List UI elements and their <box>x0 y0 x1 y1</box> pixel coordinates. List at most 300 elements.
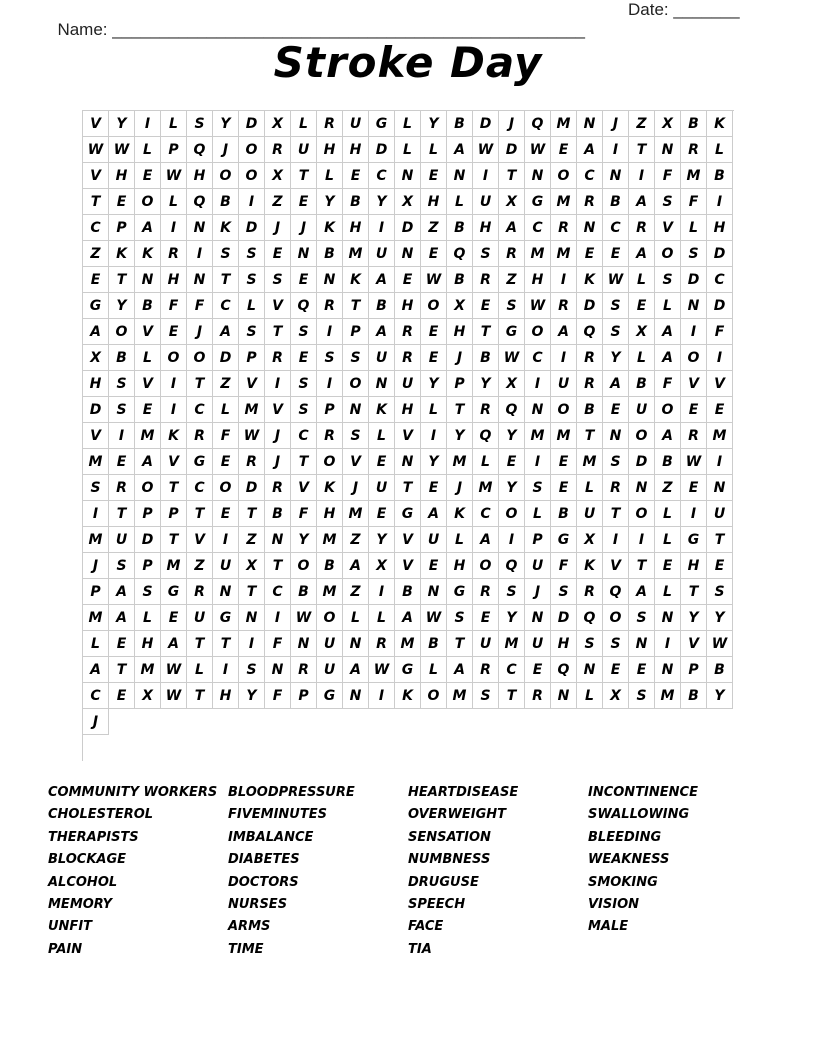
grid-cell: M <box>343 241 369 267</box>
grid-cell: S <box>291 397 317 423</box>
grid-cell: N <box>343 631 369 657</box>
grid-cell: S <box>239 319 265 345</box>
grid-cell: T <box>603 501 629 527</box>
grid-cell: K <box>161 423 187 449</box>
grid-cell: J <box>265 423 291 449</box>
grid-cell: N <box>707 475 733 501</box>
grid-cell: D <box>239 475 265 501</box>
grid-cell: R <box>629 215 655 241</box>
grid-cell: V <box>239 371 265 397</box>
grid-cell: V <box>681 371 707 397</box>
grid-cell: N <box>187 215 213 241</box>
grid-cell: Q <box>291 293 317 319</box>
grid-cell: I <box>239 631 265 657</box>
grid-cell: Q <box>187 137 213 163</box>
grid-cell: R <box>395 319 421 345</box>
grid-cell: L <box>421 137 447 163</box>
grid-cell: S <box>603 631 629 657</box>
grid-cell: Y <box>421 449 447 475</box>
grid-cell: S <box>239 657 265 683</box>
grid-cell: I <box>161 371 187 397</box>
grid-cell: T <box>109 267 135 293</box>
grid-cell: M <box>551 241 577 267</box>
grid-cell: H <box>213 683 239 709</box>
grid-cell: D <box>499 137 525 163</box>
grid-cell: S <box>317 345 343 371</box>
grid-cell: X <box>447 293 473 319</box>
grid-cell: X <box>239 553 265 579</box>
grid-cell: L <box>447 189 473 215</box>
grid-cell: G <box>395 501 421 527</box>
grid-cell: I <box>629 163 655 189</box>
grid-cell: B <box>109 345 135 371</box>
grid-cell: E <box>551 137 577 163</box>
grid-cell: L <box>135 137 161 163</box>
grid-cell: G <box>447 579 473 605</box>
grid-cell: R <box>395 345 421 371</box>
grid-cell: O <box>343 371 369 397</box>
grid-cell: Z <box>655 475 681 501</box>
grid-cell: E <box>291 267 317 293</box>
grid-cell: G <box>395 657 421 683</box>
grid-cell: W <box>421 605 447 631</box>
grid-cell: S <box>135 579 161 605</box>
grid-cell: U <box>317 657 343 683</box>
word-bank-item: SPEECH <box>408 896 466 912</box>
word-bank-item: BLOCKAGE <box>48 852 127 868</box>
grid-cell: X <box>369 553 395 579</box>
grid-cell: U <box>421 527 447 553</box>
grid-cell: E <box>525 657 551 683</box>
grid-cell: V <box>161 449 187 475</box>
grid-cell: C <box>577 163 603 189</box>
grid-cell: R <box>317 423 343 449</box>
grid-cell: E <box>109 189 135 215</box>
grid-cell: N <box>317 267 343 293</box>
grid-cell: S <box>291 371 317 397</box>
grid-cell: R <box>577 345 603 371</box>
grid-cell: M <box>447 449 473 475</box>
grid-cell: Y <box>291 527 317 553</box>
grid-cell: B <box>135 293 161 319</box>
grid-cell: I <box>421 423 447 449</box>
grid-cell: V <box>187 527 213 553</box>
grid-cell: T <box>629 137 655 163</box>
grid-cell: J <box>83 553 109 579</box>
grid-cell: A <box>213 319 239 345</box>
grid-cell: G <box>187 449 213 475</box>
grid-cell: U <box>291 137 317 163</box>
grid-cell: Z <box>343 527 369 553</box>
grid-cell: T <box>291 449 317 475</box>
grid-cell: R <box>499 241 525 267</box>
grid-cell: S <box>525 475 551 501</box>
grid-cell: Z <box>265 189 291 215</box>
grid-cell: I <box>707 449 733 475</box>
grid-cell: M <box>83 449 109 475</box>
grid-cell: G <box>213 605 239 631</box>
grid-cell: T <box>291 163 317 189</box>
grid-cell: K <box>317 215 343 241</box>
word-bank-item: SENSATION <box>408 829 491 845</box>
grid-cell: S <box>343 345 369 371</box>
grid-cell: K <box>109 241 135 267</box>
word-bank-item: PAIN <box>48 941 83 957</box>
grid-cell: E <box>421 475 447 501</box>
grid-cell: A <box>655 423 681 449</box>
grid-cell: R <box>265 475 291 501</box>
grid-cell: R <box>603 475 629 501</box>
grid-cell: O <box>499 501 525 527</box>
grid-cell: Y <box>707 605 733 631</box>
grid-cell: M <box>577 449 603 475</box>
grid-cell: A <box>109 579 135 605</box>
grid-cell: Z <box>343 579 369 605</box>
grid-cell: E <box>629 293 655 319</box>
grid-cell: O <box>655 241 681 267</box>
grid-cell: X <box>577 527 603 553</box>
grid-cell: A <box>551 319 577 345</box>
grid-cell: O <box>213 163 239 189</box>
grid-cell: N <box>577 111 603 137</box>
grid-cell: K <box>447 501 473 527</box>
grid-cell: O <box>421 293 447 319</box>
grid-cell: I <box>369 683 395 709</box>
grid-cell: E <box>161 319 187 345</box>
grid-cell: W <box>239 423 265 449</box>
grid-cell: A <box>447 657 473 683</box>
grid-cell: B <box>629 371 655 397</box>
word-bank-item: SWALLOWING <box>588 807 690 823</box>
grid-cell: K <box>577 553 603 579</box>
grid-cell: D <box>239 215 265 241</box>
grid-cell: R <box>317 293 343 319</box>
grid-cell: N <box>343 683 369 709</box>
grid-cell: M <box>395 631 421 657</box>
grid-cell: N <box>655 137 681 163</box>
grid-cell: Y <box>499 423 525 449</box>
grid-cell: N <box>291 241 317 267</box>
grid-cell: U <box>187 605 213 631</box>
grid-cell: H <box>161 267 187 293</box>
grid-cell: B <box>317 241 343 267</box>
grid-cell: P <box>291 683 317 709</box>
grid-cell: K <box>577 267 603 293</box>
grid-cell: J <box>213 137 239 163</box>
grid-cell: S <box>551 579 577 605</box>
grid-cell: S <box>291 319 317 345</box>
grid-cell: I <box>603 137 629 163</box>
grid-cell: L <box>681 215 707 241</box>
grid-cell: J <box>499 111 525 137</box>
grid-cell: H <box>681 553 707 579</box>
grid-cell: L <box>161 189 187 215</box>
grid-cell: V <box>265 293 291 319</box>
grid-cell: N <box>421 579 447 605</box>
grid-cell: A <box>343 657 369 683</box>
grid-cell: P <box>681 657 707 683</box>
grid-cell: A <box>655 319 681 345</box>
grid-cell: L <box>655 501 681 527</box>
grid-cell: X <box>135 683 161 709</box>
grid-cell: M <box>83 527 109 553</box>
word-bank-item: THERAPISTS <box>48 829 139 845</box>
grid-cell: X <box>395 189 421 215</box>
grid-cell: S <box>603 319 629 345</box>
grid-cell: F <box>161 293 187 319</box>
grid-cell: I <box>551 267 577 293</box>
grid-cell: Y <box>499 605 525 631</box>
grid-cell: R <box>551 215 577 241</box>
grid-cell: R <box>577 371 603 397</box>
grid-cell: S <box>629 605 655 631</box>
grid-cell: A <box>473 527 499 553</box>
grid-cell: I <box>629 527 655 553</box>
grid-cell: W <box>499 345 525 371</box>
grid-cell: D <box>551 605 577 631</box>
grid-cell: D <box>239 111 265 137</box>
grid-cell: Y <box>109 293 135 319</box>
grid-cell: L <box>577 683 603 709</box>
grid-cell: Q <box>499 553 525 579</box>
grid-cell: T <box>109 657 135 683</box>
grid-cell: C <box>525 345 551 371</box>
grid-cell: N <box>213 579 239 605</box>
grid-cell: H <box>447 553 473 579</box>
grid-cell: J <box>603 111 629 137</box>
grid-cell: Q <box>447 241 473 267</box>
grid-cell: A <box>629 579 655 605</box>
grid-cell: L <box>395 137 421 163</box>
grid-cell: R <box>577 189 603 215</box>
word-bank-item: DOCTORS <box>228 874 299 890</box>
grid-cell: E <box>135 163 161 189</box>
grid-cell: W <box>707 631 733 657</box>
grid-cell: M <box>499 631 525 657</box>
grid-cell: N <box>395 241 421 267</box>
grid-cell: M <box>239 397 265 423</box>
grid-cell: I <box>603 527 629 553</box>
grid-cell: F <box>707 319 733 345</box>
grid-cell: W <box>369 657 395 683</box>
grid-cell: N <box>603 423 629 449</box>
grid-cell: A <box>135 449 161 475</box>
grid-cell: V <box>603 553 629 579</box>
grid-cell: T <box>499 683 525 709</box>
grid-cell: L <box>135 345 161 371</box>
grid-cell: E <box>421 319 447 345</box>
grid-cell: B <box>447 111 473 137</box>
grid-cell: E <box>681 397 707 423</box>
grid-cell: J <box>447 345 473 371</box>
grid-cell: T <box>161 475 187 501</box>
word-column-3 <box>408 782 518 961</box>
grid-cell: V <box>395 553 421 579</box>
grid-cell: M <box>135 423 161 449</box>
grid-cell: T <box>265 319 291 345</box>
grid-cell: M <box>525 241 551 267</box>
grid-cell: E <box>707 397 733 423</box>
grid-cell: S <box>473 683 499 709</box>
grid-cell: U <box>473 189 499 215</box>
grid-cell: I <box>161 215 187 241</box>
grid-cell: A <box>629 241 655 267</box>
grid-cell: T <box>239 579 265 605</box>
grid-cell: E <box>369 449 395 475</box>
grid-cell: Y <box>447 423 473 449</box>
grid-cell: W <box>291 605 317 631</box>
grid-cell: T <box>447 631 473 657</box>
grid-cell: W <box>83 137 109 163</box>
grid-cell: B <box>447 215 473 241</box>
grid-cell: Y <box>109 111 135 137</box>
grid-cell: Z <box>421 215 447 241</box>
grid-cell: R <box>291 657 317 683</box>
grid-cell: R <box>577 579 603 605</box>
grid-cell: W <box>603 267 629 293</box>
grid-cell: H <box>473 215 499 241</box>
grid-cell: N <box>629 631 655 657</box>
grid-cell: N <box>603 163 629 189</box>
grid-cell: E <box>213 501 239 527</box>
grid-cell: C <box>83 683 109 709</box>
word-bank-item: WEAKNESS <box>588 852 670 868</box>
grid-cell: Y <box>603 345 629 371</box>
grid-cell: L <box>629 345 655 371</box>
grid-cell: L <box>369 605 395 631</box>
grid-cell: U <box>395 371 421 397</box>
grid-cell: H <box>317 137 343 163</box>
grid-cell: E <box>681 475 707 501</box>
grid-cell: M <box>343 501 369 527</box>
grid-cell: C <box>707 267 733 293</box>
grid-cell: A <box>577 137 603 163</box>
grid-cell: I <box>265 371 291 397</box>
grid-cell: A <box>83 319 109 345</box>
grid-cell: S <box>499 293 525 319</box>
grid-cell: N <box>291 631 317 657</box>
grid-cell: W <box>525 293 551 319</box>
grid-cell: E <box>161 605 187 631</box>
grid-cell: V <box>83 423 109 449</box>
grid-cell: E <box>655 553 681 579</box>
grid-cell: L <box>655 579 681 605</box>
word-column-2 <box>228 782 355 961</box>
grid-cell: H <box>447 319 473 345</box>
word-bank-item: SMOKING <box>588 874 658 890</box>
grid-cell: L <box>187 657 213 683</box>
grid-cell: C <box>525 215 551 241</box>
word-bank-item: MALE <box>588 919 629 935</box>
word-bank-item: DIABETES <box>228 852 300 868</box>
grid-cell: S <box>603 449 629 475</box>
grid-cell: Y <box>239 683 265 709</box>
grid-cell: A <box>421 501 447 527</box>
grid-cell: E <box>603 397 629 423</box>
grid-cell: L <box>317 163 343 189</box>
grid-cell: B <box>265 501 291 527</box>
grid-cell: T <box>395 475 421 501</box>
grid-cell: G <box>369 111 395 137</box>
grid-cell: M <box>551 111 577 137</box>
grid-cell: R <box>187 579 213 605</box>
grid-cell: E <box>109 631 135 657</box>
grid-cell: A <box>655 345 681 371</box>
grid-cell: L <box>421 657 447 683</box>
grid-cell: W <box>681 449 707 475</box>
grid-cell: N <box>525 605 551 631</box>
grid-cell: Z <box>213 371 239 397</box>
grid-cell: O <box>239 163 265 189</box>
grid-cell: A <box>161 631 187 657</box>
grid-cell: U <box>109 527 135 553</box>
grid-cell: S <box>499 579 525 605</box>
word-bank-item: ARMS <box>228 919 271 935</box>
grid-cell: H <box>707 215 733 241</box>
grid-cell: G <box>525 189 551 215</box>
grid-cell: S <box>655 267 681 293</box>
grid-cell: N <box>187 267 213 293</box>
grid-cell: Q <box>525 111 551 137</box>
grid-cell: L <box>83 631 109 657</box>
grid-cell: R <box>473 579 499 605</box>
grid-cell: T <box>83 189 109 215</box>
grid-cell: S <box>447 605 473 631</box>
grid-cell: B <box>551 501 577 527</box>
grid-cell: E <box>577 241 603 267</box>
grid-cell: Z <box>239 527 265 553</box>
word-bank-item: INCONTINENCE <box>588 785 698 800</box>
grid-cell: E <box>551 475 577 501</box>
grid-cell: O <box>109 319 135 345</box>
grid-cell: F <box>187 293 213 319</box>
grid-cell: C <box>369 163 395 189</box>
word-bank-item: IMBALANCE <box>228 829 314 845</box>
grid-cell: Y <box>421 111 447 137</box>
word-bank-item: TIME <box>228 941 264 957</box>
page-title: Stroke Day <box>273 38 543 87</box>
grid-cell: T <box>473 319 499 345</box>
grid-cell: H <box>525 267 551 293</box>
grid-cell: V <box>395 527 421 553</box>
grid-cell: F <box>291 501 317 527</box>
grid-cell: N <box>577 215 603 241</box>
grid-cell: T <box>213 631 239 657</box>
grid-cell: T <box>187 371 213 397</box>
grid-cell: S <box>239 241 265 267</box>
grid-cell: H <box>551 631 577 657</box>
grid-cell: H <box>343 137 369 163</box>
grid-cell: I <box>135 111 161 137</box>
grid-cell: M <box>83 605 109 631</box>
grid-cell: E <box>109 449 135 475</box>
grid-cell: U <box>577 501 603 527</box>
grid-cell: S <box>109 553 135 579</box>
grid-cell: B <box>369 293 395 319</box>
grid-cell: E <box>499 449 525 475</box>
grid-cell: U <box>343 111 369 137</box>
grid-cell: O <box>603 605 629 631</box>
grid-cell: B <box>343 189 369 215</box>
grid-cell: L <box>213 397 239 423</box>
grid-cell: V <box>83 163 109 189</box>
grid-cell: O <box>551 397 577 423</box>
grid-cell: D <box>707 241 733 267</box>
grid-cell: M <box>551 423 577 449</box>
grid-cell: F <box>265 683 291 709</box>
grid-cell: T <box>577 423 603 449</box>
grid-cell: E <box>707 553 733 579</box>
